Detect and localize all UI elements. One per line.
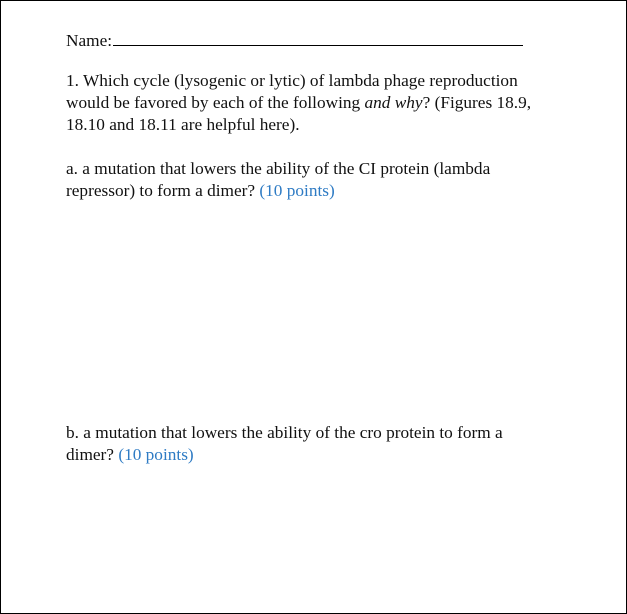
part-b-text: b. a mutation that lowers the ability of the cro protein to form a dimer? xyxy=(66,423,503,464)
question-1-text: 1. Which cycle (lysogenic or lytic) of lambda phage reproduction would be favored by each of the following xyxy=(66,71,518,112)
question-part-a xyxy=(66,158,546,202)
question-1-emphasis: and why xyxy=(364,93,423,112)
part-b-points: (10 points) xyxy=(118,445,194,464)
name-row xyxy=(66,28,523,52)
part-a-points: (10 points) xyxy=(259,181,335,200)
question-part-b xyxy=(66,422,546,466)
name-label: Name: xyxy=(66,31,113,50)
question-1 xyxy=(66,70,536,136)
question-1-text-end: ? (Figures 18.9, 18.10 and 18.11 are helpful here). xyxy=(66,93,532,134)
name-blank-line xyxy=(113,28,523,46)
part-a-text: a. a mutation that lowers the ability of the CI protein (lambda repressor) to form a dimer? xyxy=(66,159,491,200)
